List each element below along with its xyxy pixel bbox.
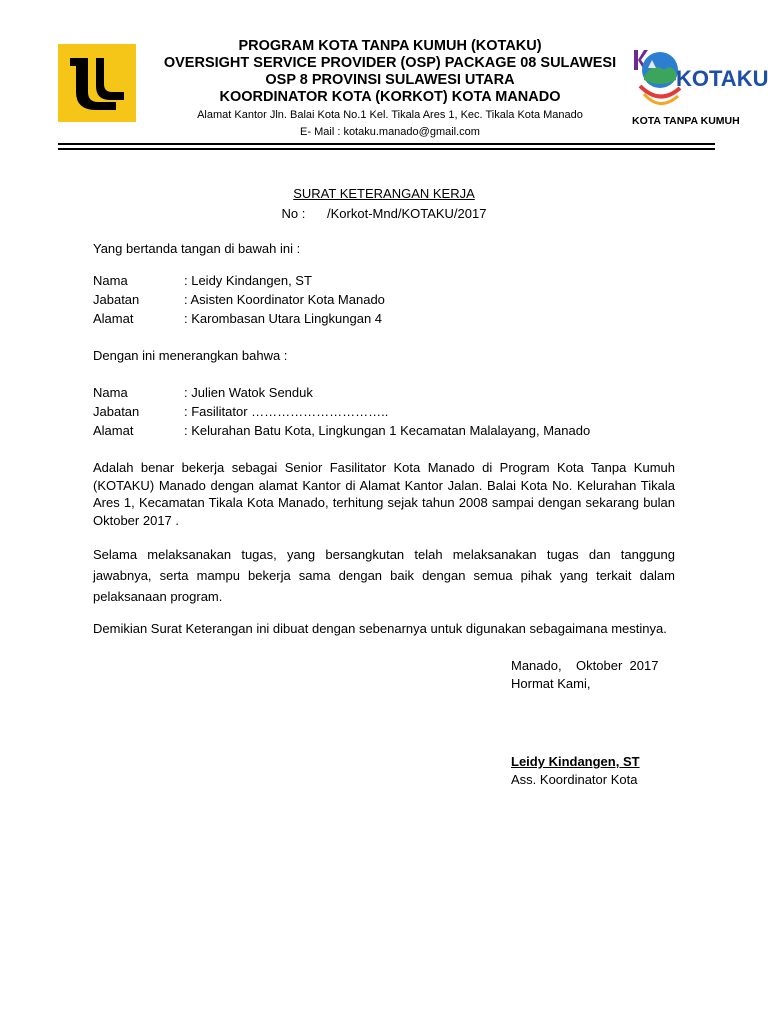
- office-email: E- Mail : kotaku.manado@gmail.com: [300, 126, 480, 138]
- paragraph-employment: Adalah benar bekerja sebagai Senior Fasilitator Kota Manado di Program Kota Tanpa Kumuh (KOTAKU) Manado dengan alamat Kantor di Alamat Kantor Jalan. Balai Kota No. Kelurahan Tikala Ares 1, Kecamatan Tikala Kota Manado, terhitung sejak tahun 2008 sampai dengan sekarang bulan Oktober 2017 .: [93, 460, 675, 528]
- subject-field-alamat: [93, 421, 590, 440]
- field-value: : Karombasan Utara Lingkungan 4: [184, 311, 383, 326]
- header-line-2: OVERSIGHT SERVICE PROVIDER (OSP) PACKAGE 08 SULAWESI: [163, 55, 617, 71]
- field-label: Nama: [93, 273, 128, 288]
- letter-number: No : /Korkot-Mnd/KOTAKU/2017: [281, 206, 487, 221]
- signer-field-nama: [93, 271, 312, 290]
- signer-title: Ass. Koordinator Kota: [511, 772, 638, 787]
- field-label: Jabatan: [93, 404, 140, 419]
- field-value: : Kelurahan Batu Kota, Lingkungan 1 Kecamatan Malalayang, Manado: [184, 423, 591, 438]
- subject-field-nama: [93, 383, 313, 402]
- kotaku-logo: [630, 40, 768, 130]
- letter-title: SURAT KETERANGAN KERJA: [293, 186, 475, 201]
- signer-field-alamat: [93, 309, 382, 328]
- field-label: Nama: [93, 385, 128, 400]
- subject-field-jabatan: [93, 402, 388, 421]
- header-rule-top: [58, 143, 715, 145]
- intro-text: Yang bertanda tangan di bawah ini :: [93, 241, 301, 256]
- field-label: Alamat: [93, 423, 134, 438]
- declare-text: Dengan ini menerangkan bahwa :: [93, 348, 288, 363]
- public-works-logo: [58, 44, 136, 122]
- field-value: : Leidy Kindangen, ST: [184, 273, 312, 288]
- signer-name: Leidy Kindangen, ST: [511, 754, 640, 769]
- field-value: : Asisten Koordinator Kota Manado: [184, 292, 385, 307]
- kotaku-tagline: KOTA TANPA KUMUH: [632, 115, 740, 127]
- letterhead: [150, 38, 630, 140]
- header-rule-bottom: [58, 148, 715, 150]
- letter-title-block: [93, 184, 675, 224]
- header-line-3: OSP 8 PROVINSI SULAWESI UTARA: [265, 72, 515, 88]
- field-value: : Fasilitator …………………………..: [184, 404, 389, 419]
- kotaku-wordmark: KOTAKU: [676, 66, 768, 91]
- place-date: Manado, Oktober 2017: [511, 658, 659, 673]
- paragraph-closing: Demikian Surat Keterangan ini dibuat dengan sebenarnya untuk digunakan sebagaimana mestinya.: [93, 621, 667, 636]
- office-address: Alamat Kantor Jln. Balai Kota No.1 Kel. Tikala Ares 1, Kec. Tikala Kota Manado: [197, 109, 583, 121]
- signer-field-jabatan: [93, 290, 385, 309]
- header-line-4: KOORDINATOR KOTA (KORKOT) KOTA MANADO: [219, 89, 561, 105]
- paragraph-performance: Selama melaksanakan tugas, yang bersangkutan telah melaksanakan tugas dan tanggung jawabnya, serta mampu bekerja sama dengan baik dengan semua pihak yang terkait dalam pelaksanaan program.: [93, 547, 675, 604]
- field-value: : Julien Watok Senduk: [184, 385, 313, 400]
- field-label: Jabatan: [93, 292, 140, 307]
- header-line-1: PROGRAM KOTA TANPA KUMUH (KOTAKU): [238, 38, 542, 54]
- field-label: Alamat: [93, 311, 134, 326]
- closing-greeting: Hormat Kami,: [511, 676, 591, 691]
